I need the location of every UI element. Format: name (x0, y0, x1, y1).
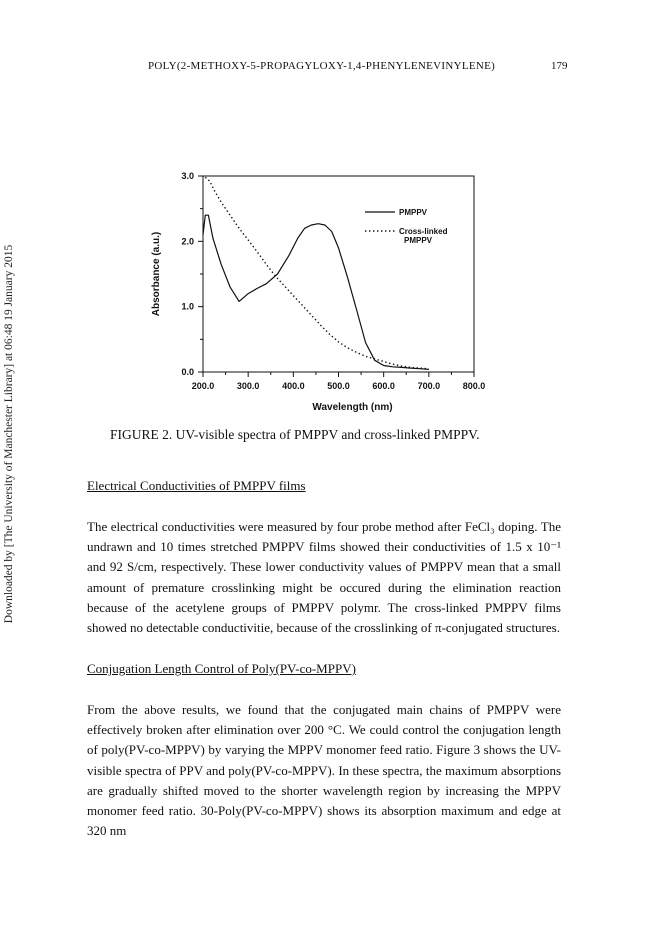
x-tick-label: 800.0 (462, 381, 486, 391)
download-watermark-text: Downloaded by [The University of Manchester Library] at 06:48 19 January 2015 (3, 244, 15, 624)
download-watermark (2, 138, 16, 730)
chart-series-layer (203, 177, 429, 369)
y-tick-label: 2.0 (181, 236, 194, 247)
figure-caption: FIGURE 2. UV-visible spectra of PMPPV and cross-linked PMPPV. (110, 427, 480, 442)
x-tick-label: 300.0 (236, 381, 260, 391)
chart-ticks (181, 171, 485, 391)
running-head: POLY(2-METHOXY-5-PROPAGYLOXY-1,4-PHENYLENEVINYLENE) (148, 60, 496, 72)
paragraph-conductivity: The electrical conductivities were measured by four probe method after FeCl₃ doping. The undrawn and 10 times stretched PMPPV films showed their conductivities of 1.5 x 10⁻¹ and 92 S/cm, respectively. These lower conductivity values of PMPPV mean that a small amount of premature crosslinking might be occured during the elimination reaction because of the acetylene groups of PMPPV polymr. The cross-linked PMPPV films showed no detectable conductivitie, because of the crosslinking of π-conjugated structures. (87, 519, 561, 636)
y-tick-label: 0.0 (181, 367, 194, 377)
legend-label-pmppv: PMPPV (399, 208, 428, 217)
y-tick-label: 1.0 (181, 301, 194, 312)
x-tick-label: 600.0 (372, 381, 395, 391)
legend-label-cross-linked-line2: PMPPV (404, 236, 433, 245)
chart-legend (365, 208, 448, 245)
x-tick-label: 700.0 (417, 381, 441, 391)
legend-label-cross-linked (399, 227, 448, 245)
section-heading-conjugation: Conjugation Length Control of Poly(PV-co-MPPV) (87, 661, 356, 676)
legend-label-cross-linked-line1: Cross-linked (399, 227, 448, 236)
uv-vis-chart (140, 168, 520, 423)
section-heading-conductivity: Electrical Conductivities of PMPPV films (87, 478, 306, 493)
page-number: 179 (551, 60, 568, 72)
paragraph-conjugation: From the above results, we found that the conjugated main chains of PMPPV were effectively broken after elimination over 200 °C. We could control the conjugation length of poly(PV-co-MPPV) by varying the MPPV monomer feed ratio. Figure 3 shows the UV-visible spectra of PPV and poly(PV-co-MPPV). In these spectra, the maximum absorptions are gradually shifted moved to the shorter wavelength region by increasing the MPPV monomer feed ratio. 30-Poly(PV-co-MPPV) shows its absorption maximum and edge at 320 nm (87, 702, 561, 839)
x-tick-label: 200.0 (191, 381, 215, 391)
x-tick-label: 400.0 (282, 381, 305, 391)
x-axis-label: Wavelength (nm) (312, 402, 393, 413)
x-tick-label: 500.0 (327, 381, 350, 391)
series-line-cross-linked-pmppv (205, 177, 428, 368)
series-line-pmppv (203, 215, 429, 369)
y-axis-label: Absorbance (a.u.) (151, 231, 162, 317)
y-tick-label: 3.0 (181, 171, 194, 181)
